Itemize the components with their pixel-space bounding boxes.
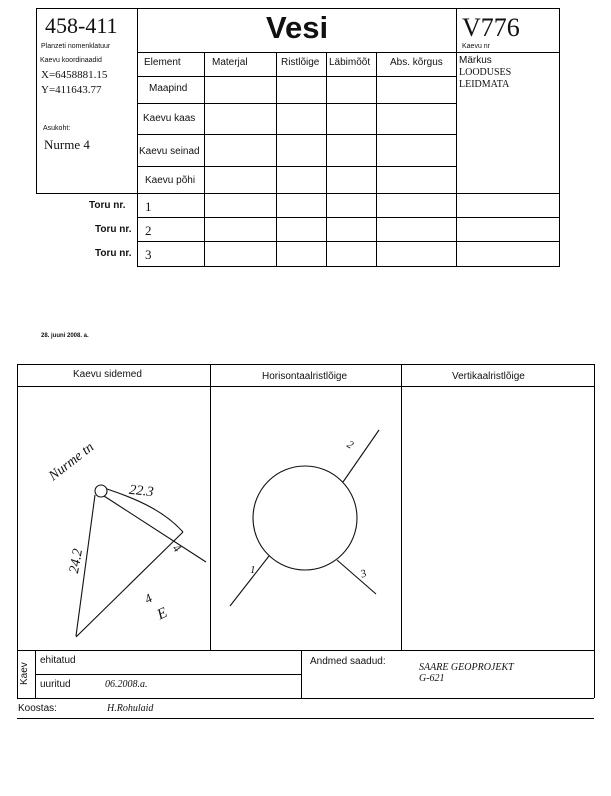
col-header-material: Materjal [212,57,248,68]
pipe-label: Toru nr. [89,200,126,211]
distance-left: 24.2 [67,547,87,575]
panel-title-connections: Kaevu sidemed [73,369,142,380]
well-marker [95,485,107,497]
panel-title-vertical: Vertikaalristlõige [452,371,525,382]
pipe-label: Toru nr. [95,224,132,235]
street-line [76,532,183,637]
well-id: V776 [462,13,520,42]
location-value: Nurme 4 [44,137,90,152]
sheet-label: Planzeti nomenklatuur [41,43,111,50]
coords-label: Kaevu koordinaadid [40,57,102,64]
side-label: Kaev [19,662,30,685]
sheet-number: 458-411 [45,13,118,38]
remarks-line: LOODUSES [459,67,512,78]
pipe-line-2 [343,430,379,482]
street-label: Nurme tn [46,439,97,485]
author-label: Koostas: [18,703,57,714]
pipe-line-3 [337,560,376,594]
location-label: Asukoht: [43,125,71,132]
date-stamp: 28. juuni 2008. a. [41,333,89,339]
pipe-number: 2 [145,223,152,238]
pipe-label-1: 1 [250,564,256,576]
pipe-number: 3 [145,247,152,262]
pipe-number: 1 [145,199,152,214]
panel-title-horizontal: Horisontaalristlõige [262,371,348,382]
house-number: 4 [169,540,185,556]
y-coordinate: Y=411643.77 [41,84,102,96]
pipe-label-2: 2 [344,438,356,452]
x-coordinate: X=6458881.15 [41,69,108,81]
source-label: Andmed saadud: [310,656,386,667]
surveyed-label: uuritud [40,679,71,690]
col-header-element: Element [144,57,181,68]
surveyed-date: 06.2008.a. [105,679,148,690]
row-walls: Kaevu seinad [139,146,200,157]
measure-line-diagonal [104,496,206,562]
horizontal-section [230,430,379,606]
row-ground: Maapind [149,83,188,94]
pipe-label-3: 3 [358,567,369,581]
well-circle [253,466,357,570]
pipe-label: Toru nr. [95,248,132,259]
house-letter: E [154,604,170,624]
well-id-label: Kaevu nr [462,43,491,50]
col-header-diameter: Läbimõõt [329,57,371,68]
row-lid: Kaevu kaas [143,113,196,124]
col-header-abs-height: Abs. kõrgus [390,57,443,68]
built-label: ehitatud [40,655,76,666]
author-name: H.Rohulaid [107,703,154,714]
distance-top: 22.3 [128,482,155,501]
house-number-lower: 4 [141,590,155,607]
row-bottom: Kaevu põhi [145,175,196,186]
remarks-line: LEIDMATA [459,79,510,90]
col-header-cross-section: Ristlõige [281,57,320,68]
remarks-label: Märkus [459,55,492,66]
location-sketch [76,482,206,637]
source-company: SAARE GEOPROJEKT [419,662,514,673]
source-code: G-621 [419,673,445,684]
